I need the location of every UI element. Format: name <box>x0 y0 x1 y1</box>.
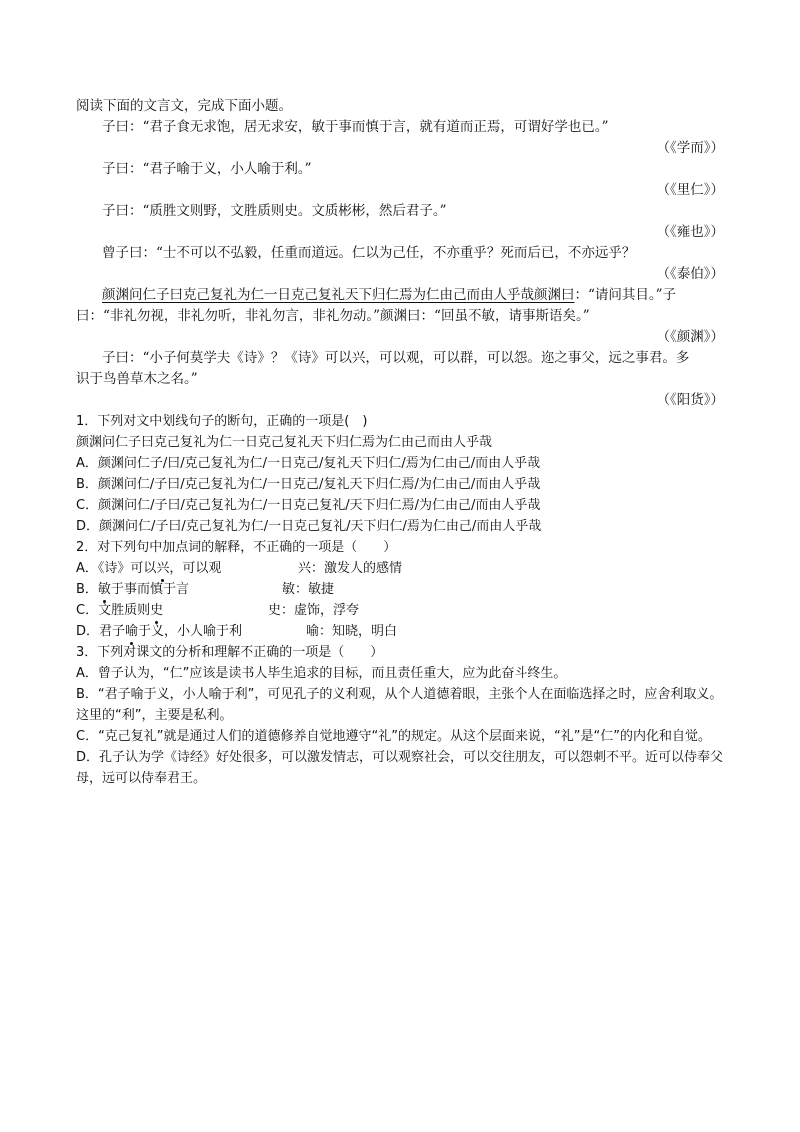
source-xueer: （《学而》） <box>656 140 724 156</box>
passage-taibo: 曾子曰：“士不可以不弘毅，任重而道远。仁以为己任，不亦重乎？死而后已，不亦远乎？ <box>102 245 636 261</box>
worksheet <box>76 96 724 789</box>
dotted-word: 史 <box>150 600 163 621</box>
passage-yanyuan-cont: 曰：“非礼勿视，非礼勿听，非礼勿言，非礼勿动。”颜渊曰：“回虽不敏，请事斯语矣。” <box>76 308 590 324</box>
gloss: 兴：激发人的感情 <box>298 561 403 576</box>
q2-option-d[interactable]: D．君子喻于义，小人喻于利 喻：知晓，明白 <box>76 621 724 642</box>
passage-liren: 子曰：“君子喻于义，小人喻于利。” <box>102 161 312 177</box>
q1-option-d[interactable]: D．颜渊问仁/子曰/克己复礼为仁/一日克己复礼/天下归仁/焉为仁由己/而由人乎哉 <box>76 519 542 534</box>
gloss: 史：虚饰，浮夸 <box>268 603 360 618</box>
q3-stem: 3．下列对课文的分析和理解不正确的一项是（ ） <box>76 645 384 660</box>
underlined-sentence: 颜渊问仁子曰克己复礼为仁一日克己复礼天下归仁焉为仁由己而由人乎哉颜渊曰 <box>102 287 575 303</box>
q2-stem: 2．对下列句中加点词的解释，不正确的一项是（ ） <box>76 540 397 555</box>
gloss: 喻：知晓，明白 <box>306 624 398 639</box>
passage-yongye: 子曰：“质胜文则野，文胜质则史。文质彬彬，然后君子。” <box>102 203 447 219</box>
source-yongye: （《雍也》） <box>656 224 724 240</box>
passage-yanyuan <box>76 285 724 306</box>
q1-option-c[interactable]: C．颜渊问仁/子曰/克己复礼为仁/一日克己复礼/天下归仁焉/为仁由己/而由人乎哉 <box>76 498 541 513</box>
q1-stem: 1．下列对文中划线句子的断句，正确的一项是( ) <box>76 414 368 429</box>
q2-option-a[interactable]: A．《诗》可以兴，可以观 兴：激发人的感情 <box>76 558 724 579</box>
source-liren: （《里仁》） <box>656 182 724 198</box>
gloss: 敏：敏捷 <box>282 582 335 597</box>
source-taibo: （《泰伯》） <box>656 266 724 282</box>
q3-option-a[interactable]: A．曾子认为，“仁”应该是读书人毕生追求的目标，而且责任重大，应为此奋斗终生。 <box>76 666 567 681</box>
q2-option-c[interactable]: C．文胜质则史 史：虚饰，浮夸 <box>76 600 724 621</box>
q3-option-b[interactable]: B．“君子喻于义，小人喻于利”，可见孔子的义利观，从个人道德着眼，主张个人在面临选择之时，应舍利取义。这里的“利”，主要是私利。 <box>76 687 723 723</box>
dotted-word: 敏 <box>98 579 111 600</box>
dotted-word: 喻 <box>125 621 138 642</box>
q3-option-c[interactable]: C．“克己复礼”就是通过人们的道德修养自觉地遵守“礼”的规定。从这个层面来说，“礼”是“仁”的内化和自觉。 <box>76 729 711 744</box>
q1-option-b[interactable]: B．颜渊问仁/子曰/克己复礼为仁/一日克己/复礼天下归仁焉/为仁由己/而由人乎哉 <box>76 477 541 492</box>
q1-sentence: 颜渊问仁子曰克己复礼为仁一日克己复礼天下归仁焉为仁由己而由人乎哉 <box>76 435 493 450</box>
passage-xueer: 子曰：“君子食无求饱，居无求安，敏于事而慎于言，就有道而正焉，可谓好学也已。” <box>102 119 609 135</box>
dotted-word: 兴 <box>156 558 169 579</box>
q2-option-b[interactable]: B．敏于事而慎于言 敏：敏捷 <box>76 579 724 600</box>
source-yanyuan: （《颜渊》） <box>656 329 724 345</box>
source-yanghuo: （《阳货》） <box>656 392 724 408</box>
passage-yanghuo-cont: 识于鸟兽草木之名。” <box>76 371 198 387</box>
passage-yanyuan-rest: ：“请问其目。”子 <box>574 287 677 303</box>
q3-option-d[interactable]: D．孔子认为学《诗经》好处很多，可以激发情志，可以观察社会，可以交往朋友，可以怨刺不平。近可以侍奉父母，远可以侍奉君王。 <box>76 750 724 786</box>
q1-option-a[interactable]: A．颜渊问仁子/曰/克己复礼为仁/一日克己/复礼天下归仁/焉为仁由己/而由人乎哉 <box>76 456 541 471</box>
intro-instruction: 阅读下面的文言文，完成下面小题。 <box>76 98 292 114</box>
passage-yanghuo: 子曰：“小子何莫学夫《诗》？《诗》可以兴，可以观，可以群，可以怨。迩之事父，远之事君。多 <box>102 350 690 366</box>
